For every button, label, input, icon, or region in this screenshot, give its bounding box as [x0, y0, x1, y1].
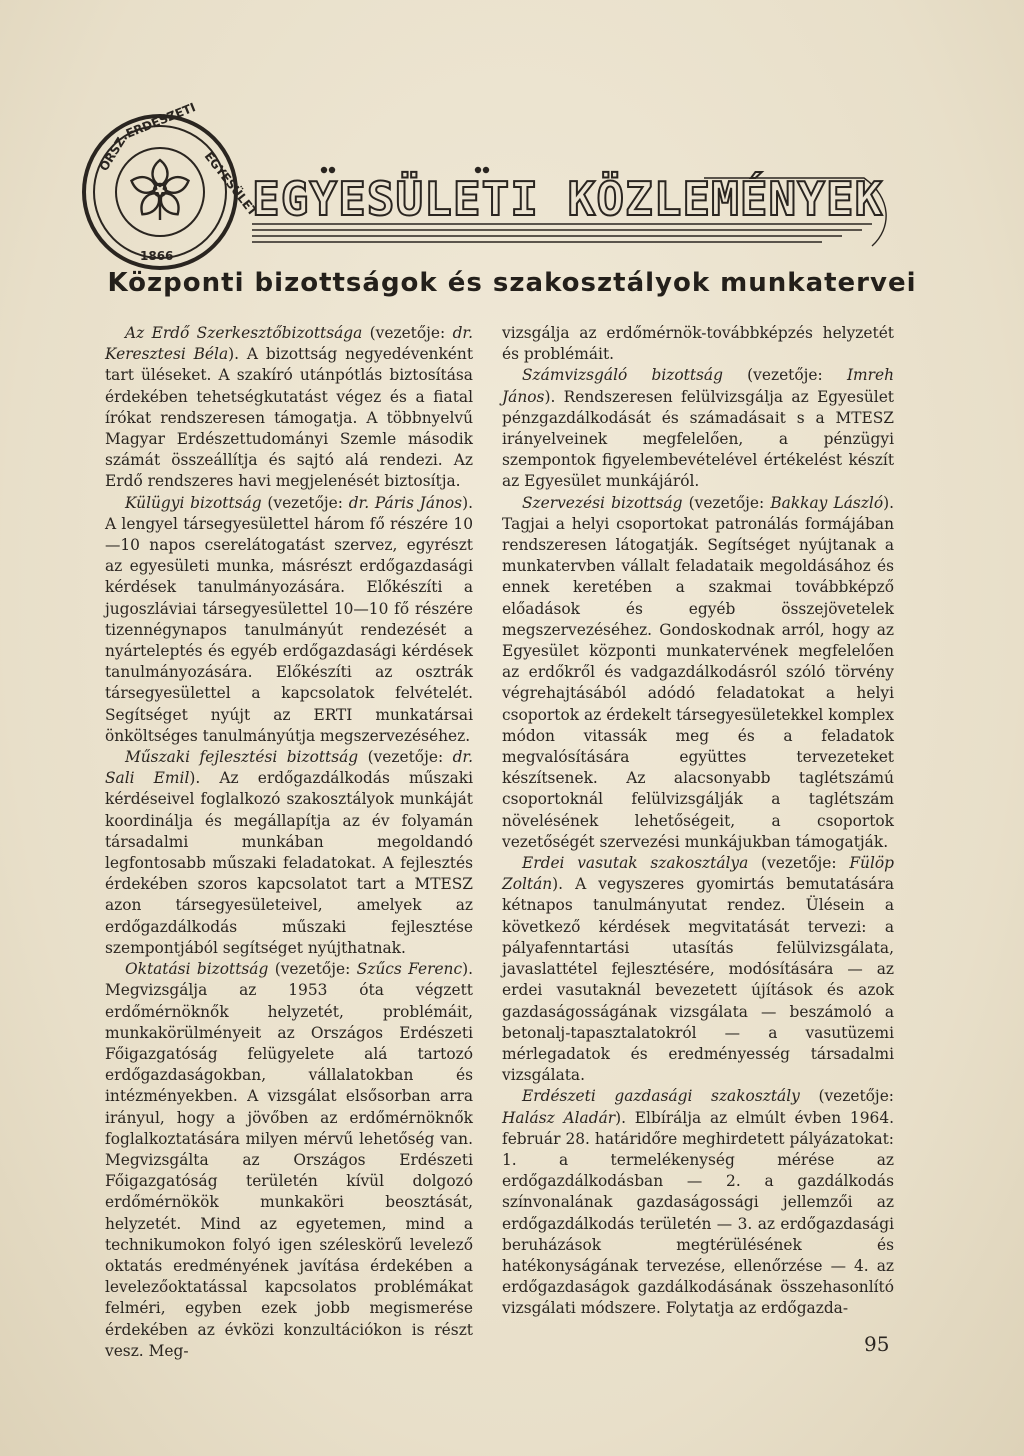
society-seal-icon: [78, 100, 261, 275]
section-title: Központi bizottságok és szakosztályok munkatervei: [107, 268, 917, 298]
paragraph-education: Oktatási bizottság (vezetője: Szűcs Ferenc). Megvizsgálja az 1953 óta végzett erdőmérnöknők helyzetét, problémáit, munkakörülményeit az Országos Erdészeti Főigazgatóság felügyelete alá tartozó erdőgazdaságokban, vállalatokban és intézményekben. A vizsgálat elsősorban arra irányul, hogy a jövőben az erdőmérnöknők foglalkoztatására milyen mérvű lehetőség van. Megvizsgálta az Országos Erdészeti Főigazgatóság területén kívül dolgozó erdőmérnökök munkaköri beosztását, helyzetét. Mind az egyetemen, mind a technikumokon folyó igen széleskörű levelező oktatás eredményének javítása érdekében a levelezőoktatással kapcsolatos problémákat felméri, egyben ezek jobb megismerése érdekében az évközi konzultációkon is részt vesz. Meg-: [105, 960, 473, 1360]
paragraph-editorial-board: Az Erdő Szerkesztőbizottsága (vezetője: dr. Keresztesi Béla). A bizottság negyedévenként tart üléseket. A szakíró utánpótlás biztosítása érdekében tehetségkutatást végez és a fiatal írókat rendszeresen támogatja. A többnyelvű Magyar Erdészettudományi Szemle második számát összeállítja és sajtó alá rendezi. Az Erdő rendszeres havi megjelenését biztosítja.: [105, 324, 474, 491]
leader-name: dr. Páris János: [348, 493, 463, 512]
committee-name: Az Erdő Szerkesztőbizottsága: [125, 324, 363, 342]
paragraph-organization: Szervezési bizottság (vezetője: Bakkay László). Tagjai a helyi csoportokat patronálás formájában rendszeresen látogatják. Segítséget nyújtanak a munkatervben vállalt feladataik megoldásához és ennek keretében a szakmai továbbképző előadások és egyéb összejövetelek megszervezéséhez. Gondoskodnak arról, hogy az Egyesület központi munkatervének megfelelően az erdőkről és vadgazdálkodásról szóló törvény végrehajtásából adódó feladatokat a helyi csoportok az érdekelt társegyesületekkel komplex módon vitassák meg és a feladatok megvalósítására együttes tervezeteket készítsenek. Az alacsonyabb taglétszámú csoportoknál felülvizsgálják a taglétszám növelésének lehetőségeit, a csoportok vezetőségét szervezési munkájukban támogatják.: [502, 493, 894, 851]
committee-name: Erdei vasutak szakosztálya: [522, 854, 749, 873]
page-number: 95: [864, 1332, 890, 1356]
svg-text:1866: 1866: [140, 249, 174, 263]
paragraph-foreign-affairs: Külügyi bizottság (vezetője: dr. Páris János). A lengyel társegyesülettel három fő részére 10—10 napos cserelátogatást szervez, egyrészt az egyesületi munka, másrészt erdőgazdasági kérdések tanulmányozására. Előkészíti a jugoszláviai társegyesülettel 10—10 fő részére tizennégynapos tanulmányút rendezését a nyárteleptés és egyéb erdőgazdasági kérdések tanulmányozására. Előkészíti az osztrák társegyesülettel a kapcsolatok felvételét. Segítséget nyújt az ERTI munkatársai önköltséges tanulmányútja megszervezéséhez.: [105, 493, 473, 745]
committee-name: Erdészeti gazdasági szakosztály: [522, 1087, 800, 1106]
left-column: [105, 323, 473, 1362]
committee-name: Szervezési bizottság: [522, 493, 683, 512]
committee-name: Külügyi bizottság: [125, 493, 262, 512]
paragraph-economics: Erdészeti gazdasági szakosztály (vezetője: Halász Aladár). Elbírálja az elmúlt évben 1964. február 28. határidőre meghirdetett pályázatokat: 1. a termelékenység mérése az erdőgazdálkodásban — 2. a gazdálkodás színvonalának gazdaságossági jellemzői az erdőgazdálkodás területén — 3. az erdőgazdasági beruházások megtérülésének és hatékonyságának tervezése, ellenőrzése — 4. az erdőgazdaságok gazdálkodásának összehasonlító vizsgálati módszere. Folytatja az erdőgazda-: [502, 1087, 894, 1318]
banner-title: EGYESÜLETI KÖZLEMÉNYEK: [252, 172, 884, 226]
committee-name: Oktatási bizottság: [125, 960, 269, 979]
paragraph-forest-railways: Erdei vasutak szakosztálya (vezetője: Fülöp Zoltán). A vegyszeres gyomirtás bemutatására kétnapos tanulmányutat rendez. Ülésein a következő kérdések megvitatását tervezi: a pályafenntartási utasítás felülvizsgálata, javaslattétel fejlesztésére, modósítására — az erdei vasutaknál bevezetett újítások és azok gazdaságosságának vizsgálata — beszámoló a betonalj-tapasztalatokról — a vasutüzemi mérlegadatok és eredményesség társadalmi vizsgálata.: [502, 854, 894, 1085]
committee-name: Műszaki fejlesztési bizottság: [125, 748, 359, 767]
leader-name: Halász Aladár: [502, 1108, 616, 1127]
leader-name: dr. Keresztesi Béla: [105, 324, 473, 364]
paragraph-technical-development: Műszaki fejlesztési bizottság (vezetője: dr. Sali Emil). Az erdőgazdálkodás műszaki kérdéseivel foglalkozó szakosztályok munkáját koordinálja és megállapítja az év folyamán társadalmi munkában megoldandó legfontosabb műszaki feladatokat. A fejlesztés érdekében szoros kapcsolatot tart a MTESZ azon társegyesületeivel, amelyek az erdőgazdálkodás műszaki fejlesztése szempontjából segítséget nyújthatnak.: [105, 748, 473, 957]
banner-header: [252, 158, 892, 268]
leader-name: Szűcs Ferenc: [356, 960, 463, 979]
right-column: [502, 323, 894, 1320]
leader-name: Imreh János: [502, 366, 894, 406]
leader-name: dr. Sali Emil: [105, 748, 473, 788]
paragraph-continuation: vizsgálja az erdőmérnök-továbbképzés helyzetét és problémáit.: [502, 324, 894, 364]
leader-name: Bakkay László: [770, 493, 884, 512]
svg-text:ERDÉSZETI: ERDÉSZETI: [123, 100, 198, 141]
leader-name: Fülöp Zoltán: [502, 854, 894, 894]
paragraph-audit: Számvizsgáló bizottság (vezetője: Imreh János). Rendszeresen felülvizsgálja az Egyesület pénzgazdálkodását és számadásait s a MTESZ irányelveinek megfelelően, a pénzügyi szempontok figyelembevételével értékelést készít az Egyesület munkájáról.: [502, 366, 894, 491]
committee-name: Számvizsgáló bizottság: [522, 366, 723, 385]
svg-text:ORSZ.: ORSZ.: [96, 131, 131, 174]
svg-text:EGYESÜLET: EGYESÜLET: [201, 149, 261, 219]
